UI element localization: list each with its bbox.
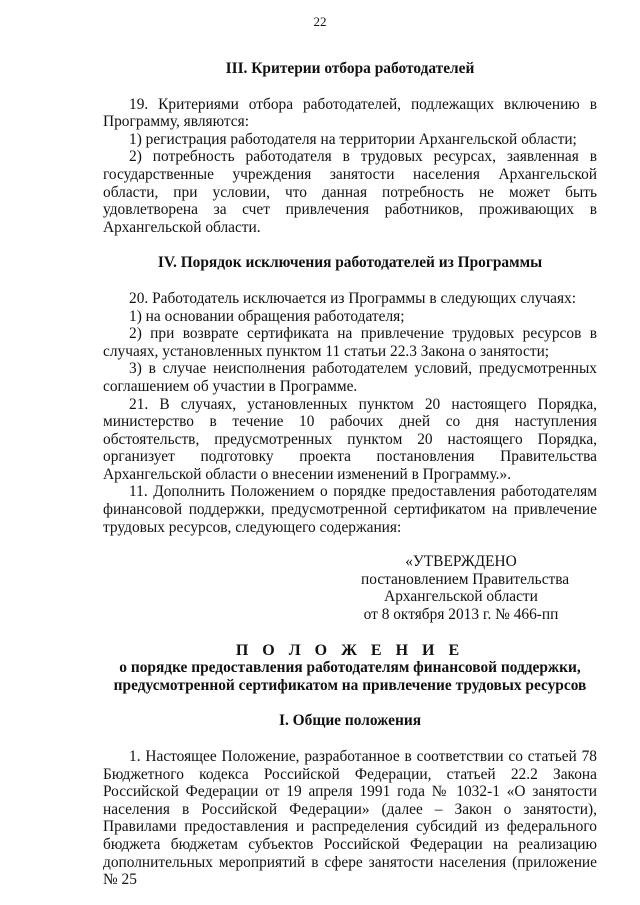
approval-line-2: постановлением Правительства (361, 570, 570, 588)
paragraph-20: 20. Работодатель исключается из Программы в следующих случаях: (129, 289, 577, 307)
regulation-paragraph-1: 1. Настоящее Положение, разработанное в соответствии со статьей 78 Бюджетного кодекса Российской Федерации, статьей 22.2 Закона Российской Федерации от 19 апреля 1991 года № 1032-1 «О занятости населения в Российской Федерации» (далее – Закон о занятости), Правилами предоставления и распределения субсидий из федерального бюджета бюджетам субъектов Российской Федерации на реализацию дополнительных мероприятий в сфере занятости населения (приложение № 25 (103, 748, 597, 889)
paragraph-19: 19. Критериями отбора работодателей, подлежащих включению в Программу, являются: (103, 95, 597, 131)
paragraph-19-item-2: 2) потребность работодателя в трудовых ресурсах, заявленная в государственные учреждения занятости населения Архангельской области, при условии, что данная потребность не может быть удовлетворена за счет привлечения работников, проживающих в Архангельской области. (103, 148, 597, 236)
paragraph-21: 21. В случаях, установленных пунктом 20 настоящего Порядка, министерство в течение 10 рабочих дней со дня наступления обстоятельств, предусмотренных пунктом 20 настоящего Порядка, организует подготовку проекта постановления Правительства Архангельской области о внесении изменений в Программу.». (103, 395, 597, 483)
paragraph-20-item-3: 3) в случае неисполнения работодателем условий, предусмотренных соглашением об участии в Программе. (103, 360, 597, 395)
regulation-subtitle-line-2: предусмотренной сертификатом на привлечение трудовых ресурсов (113, 676, 587, 694)
approval-line-4: от 8 октября 2013 г. № 466-пп (363, 606, 559, 624)
paragraph-20-item-2: 2) при возврате сертификата на привлечение трудовых ресурсов в случаях, установленных пунктом 11 статьи 22.3 Закона о занятости; (103, 325, 597, 360)
section-4-heading: IV. Порядок исключения работодателей из Программы (157, 254, 543, 272)
paragraph-19-item-1: 1) регистрация работодателя на территории Архангельской области; (129, 130, 577, 148)
document-body (103, 60, 597, 889)
approval-line-1: «УТВЕРЖДЕНО (405, 553, 517, 571)
paragraph-20-item-1: 1) на основании обращения работодателя; (129, 307, 405, 325)
regulation-section-1-heading: I. Общие положения (278, 712, 422, 730)
regulation-subtitle-line-1: о порядке предоставления работодателям финансовой поддержки, (119, 659, 581, 677)
page-number: 22 (313, 14, 327, 29)
paragraph-11: 11. Дополнить Положением о порядке предоставления работодателям финансовой поддержки, предусмотренной сертификатом на привлечение трудовых ресурсов, следующего содержания: (103, 483, 597, 536)
approval-line-3: Архангельской области (384, 588, 538, 606)
approval-stamp (361, 553, 570, 624)
regulation-title: П О Л О Ж Е Н И Е (235, 641, 465, 659)
section-3-heading: III. Критерии отбора работодателей (225, 60, 475, 77)
